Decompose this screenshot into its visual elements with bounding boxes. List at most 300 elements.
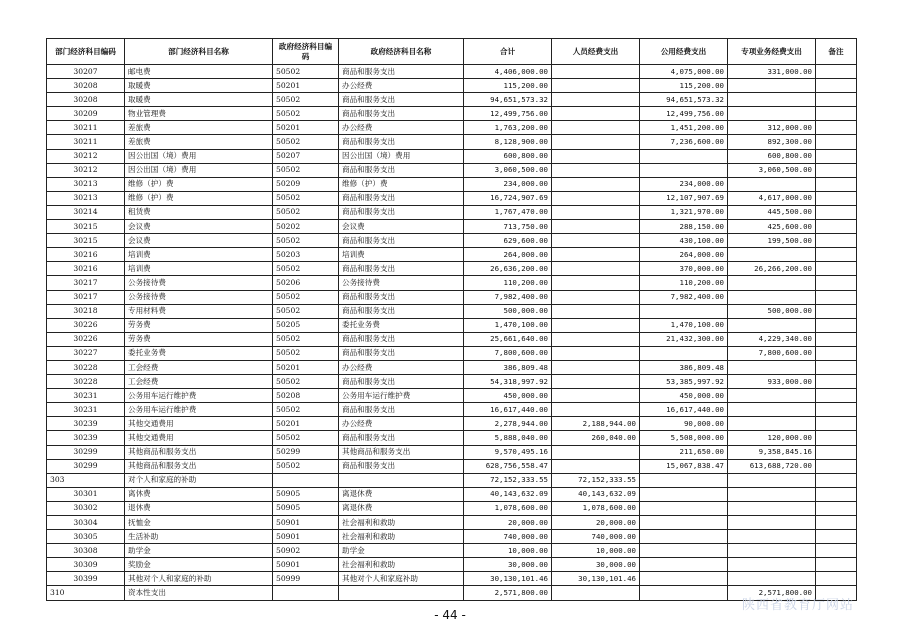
cell-dept-code: 30239 (47, 417, 125, 431)
cell-gov-code: 50207 (273, 149, 339, 163)
cell-special: 7,800,600.00 (728, 346, 816, 360)
cell-public (640, 163, 728, 177)
cell-gov-code: 50901 (273, 530, 339, 544)
cell-total: 3,060,500.00 (464, 163, 552, 177)
cell-special: 600,800.00 (728, 149, 816, 163)
cell-personnel (552, 389, 640, 403)
cell-dept-code: 30216 (47, 248, 125, 262)
cell-dept-code: 30299 (47, 459, 125, 473)
cell-dept-name: 公务用车运行维护费 (125, 389, 273, 403)
cell-dept-code: 30217 (47, 276, 125, 290)
cell-note (816, 107, 857, 121)
cell-special: 892,300.00 (728, 135, 816, 149)
cell-gov-code: 50201 (273, 417, 339, 431)
cell-special: 199,500.00 (728, 234, 816, 248)
cell-total: 629,600.00 (464, 234, 552, 248)
cell-gov-name: 其他对个人和家庭补助 (339, 572, 464, 586)
cell-gov-code: 50209 (273, 177, 339, 191)
cell-note (816, 93, 857, 107)
cell-dept-code: 30215 (47, 220, 125, 234)
table-row (47, 572, 857, 586)
cell-dept-name: 培训费 (125, 262, 273, 276)
cell-dept-name: 维修（护）费 (125, 191, 273, 205)
cell-total: 8,128,900.00 (464, 135, 552, 149)
table-row (47, 375, 857, 389)
cell-gov-code: 50201 (273, 360, 339, 374)
cell-dept-code: 30305 (47, 530, 125, 544)
cell-dept-name: 公务接待费 (125, 276, 273, 290)
cell-gov-code: 50502 (273, 163, 339, 177)
cell-gov-code: 50203 (273, 248, 339, 262)
cell-gov-code (273, 586, 339, 600)
cell-dept-code: 30216 (47, 262, 125, 276)
cell-gov-name: 商品和服务支出 (339, 304, 464, 318)
cell-personnel (552, 375, 640, 389)
cell-special: 2,571,800.00 (728, 586, 816, 600)
cell-public (640, 530, 728, 544)
cell-dept-name: 差旅费 (125, 135, 273, 149)
cell-special (728, 558, 816, 572)
cell-gov-code: 50901 (273, 558, 339, 572)
cell-gov-name: 社会福利和救助 (339, 558, 464, 572)
cell-note (816, 417, 857, 431)
cell-total: 30,130,101.46 (464, 572, 552, 586)
cell-total: 4,406,000.00 (464, 65, 552, 79)
table-row (47, 530, 857, 544)
cell-public (640, 544, 728, 558)
cell-personnel (552, 93, 640, 107)
cell-total: 600,800.00 (464, 149, 552, 163)
cell-public: 15,067,838.47 (640, 459, 728, 473)
cell-gov-name (339, 473, 464, 487)
cell-gov-code: 50905 (273, 487, 339, 501)
cell-special: 4,229,340.00 (728, 332, 816, 346)
cell-note (816, 473, 857, 487)
cell-public: 90,000.00 (640, 417, 728, 431)
cell-public (640, 346, 728, 360)
cell-dept-name: 因公出国（境）费用 (125, 149, 273, 163)
cell-gov-name: 委托业务费 (339, 318, 464, 332)
cell-note (816, 558, 857, 572)
table-row (47, 346, 857, 360)
cell-total: 1,470,100.00 (464, 318, 552, 332)
cell-personnel: 40,143,632.09 (552, 487, 640, 501)
cell-note (816, 375, 857, 389)
cell-personnel (552, 445, 640, 459)
cell-gov-name: 社会福利和救助 (339, 516, 464, 530)
cell-note (816, 220, 857, 234)
header-dept-name: 部门经济科目名称 (125, 39, 273, 65)
cell-special: 331,000.00 (728, 65, 816, 79)
table-row (47, 544, 857, 558)
header-special: 专项业务经费支出 (728, 39, 816, 65)
cell-gov-name: 其他商品和服务支出 (339, 445, 464, 459)
header-dept-code: 部门经济科目编码 (47, 39, 125, 65)
cell-gov-code: 50502 (273, 304, 339, 318)
table-row (47, 445, 857, 459)
cell-dept-code: 30239 (47, 431, 125, 445)
cell-dept-name: 取暖费 (125, 93, 273, 107)
table-row (47, 501, 857, 515)
cell-special: 9,358,845.16 (728, 445, 816, 459)
cell-note (816, 332, 857, 346)
table-row (47, 220, 857, 234)
cell-personnel (552, 107, 640, 121)
cell-personnel (552, 79, 640, 93)
cell-gov-name: 商品和服务支出 (339, 135, 464, 149)
header-public: 公用经费支出 (640, 39, 728, 65)
cell-public: 4,075,000.00 (640, 65, 728, 79)
cell-dept-name: 差旅费 (125, 121, 273, 135)
table-row (47, 558, 857, 572)
cell-personnel (552, 318, 640, 332)
table-row (47, 417, 857, 431)
cell-total: 26,636,200.00 (464, 262, 552, 276)
cell-dept-code: 30299 (47, 445, 125, 459)
table-row (47, 163, 857, 177)
cell-gov-name: 商品和服务支出 (339, 431, 464, 445)
cell-public: 5,508,000.00 (640, 431, 728, 445)
table-row (47, 318, 857, 332)
cell-dept-code: 30228 (47, 360, 125, 374)
cell-special (728, 572, 816, 586)
cell-personnel: 10,000.00 (552, 544, 640, 558)
header-gov-name: 政府经济科目名称 (339, 39, 464, 65)
cell-public: 264,000.00 (640, 248, 728, 262)
cell-gov-name: 商品和服务支出 (339, 346, 464, 360)
cell-dept-code: 310 (47, 586, 125, 600)
cell-dept-name: 公务用车运行维护费 (125, 403, 273, 417)
cell-note (816, 360, 857, 374)
cell-special: 26,266,200.00 (728, 262, 816, 276)
cell-note (816, 530, 857, 544)
table-row (47, 79, 857, 93)
cell-total: 16,724,907.69 (464, 191, 552, 205)
cell-gov-name: 会议费 (339, 220, 464, 234)
cell-note (816, 149, 857, 163)
cell-public: 1,321,970.00 (640, 205, 728, 219)
cell-gov-code: 50502 (273, 135, 339, 149)
cell-dept-code: 30215 (47, 234, 125, 248)
cell-special: 933,000.00 (728, 375, 816, 389)
cell-public: 211,650.00 (640, 445, 728, 459)
cell-note (816, 389, 857, 403)
cell-public: 386,809.48 (640, 360, 728, 374)
cell-total: 10,000.00 (464, 544, 552, 558)
cell-total: 30,000.00 (464, 558, 552, 572)
cell-gov-code: 50502 (273, 375, 339, 389)
cell-gov-name: 离退休费 (339, 487, 464, 501)
cell-gov-name: 公务接待费 (339, 276, 464, 290)
cell-dept-name: 对个人和家庭的补助 (125, 473, 273, 487)
cell-public (640, 516, 728, 530)
cell-dept-name: 其他商品和服务支出 (125, 459, 273, 473)
cell-note (816, 248, 857, 262)
cell-dept-code: 30209 (47, 107, 125, 121)
cell-personnel: 740,000.00 (552, 530, 640, 544)
cell-total: 1,078,600.00 (464, 501, 552, 515)
cell-personnel (552, 262, 640, 276)
cell-dept-code: 30212 (47, 163, 125, 177)
cell-dept-name: 邮电费 (125, 65, 273, 79)
table-row (47, 248, 857, 262)
cell-dept-name: 会议费 (125, 220, 273, 234)
cell-gov-code: 50502 (273, 262, 339, 276)
cell-dept-code: 30231 (47, 403, 125, 417)
table-row (47, 516, 857, 530)
cell-gov-name: 商品和服务支出 (339, 332, 464, 346)
cell-dept-name: 物业管理费 (125, 107, 273, 121)
cell-total: 1,767,470.00 (464, 205, 552, 219)
cell-gov-code: 50502 (273, 431, 339, 445)
table-row (47, 487, 857, 501)
cell-gov-name: 培训费 (339, 248, 464, 262)
cell-gov-code: 50502 (273, 65, 339, 79)
cell-special: 4,617,000.00 (728, 191, 816, 205)
cell-gov-name: 离退休费 (339, 501, 464, 515)
cell-gov-name: 商品和服务支出 (339, 205, 464, 219)
cell-public (640, 558, 728, 572)
cell-gov-code: 50206 (273, 276, 339, 290)
cell-gov-name: 维修（护）费 (339, 177, 464, 191)
cell-dept-name: 其他交通费用 (125, 431, 273, 445)
cell-special: 613,688,720.00 (728, 459, 816, 473)
cell-dept-code: 30308 (47, 544, 125, 558)
cell-gov-name: 社会福利和救助 (339, 530, 464, 544)
cell-total: 40,143,632.09 (464, 487, 552, 501)
cell-public (640, 149, 728, 163)
budget-table (46, 38, 857, 601)
table-row (47, 177, 857, 191)
cell-special (728, 389, 816, 403)
cell-gov-name: 商品和服务支出 (339, 290, 464, 304)
cell-gov-code: 50201 (273, 79, 339, 93)
cell-gov-name: 商品和服务支出 (339, 191, 464, 205)
cell-public: 7,236,600.00 (640, 135, 728, 149)
cell-public: 16,617,440.00 (640, 403, 728, 417)
cell-note (816, 544, 857, 558)
cell-note (816, 65, 857, 79)
cell-personnel (552, 65, 640, 79)
cell-special: 425,600.00 (728, 220, 816, 234)
cell-public: 450,000.00 (640, 389, 728, 403)
cell-dept-code: 30217 (47, 290, 125, 304)
cell-public: 1,470,100.00 (640, 318, 728, 332)
cell-dept-name: 公务接待费 (125, 290, 273, 304)
cell-gov-code: 50502 (273, 332, 339, 346)
cell-personnel (552, 346, 640, 360)
cell-gov-code: 50502 (273, 403, 339, 417)
cell-public: 21,432,300.00 (640, 332, 728, 346)
cell-public: 234,000.00 (640, 177, 728, 191)
cell-gov-name: 办公经费 (339, 121, 464, 135)
cell-note (816, 459, 857, 473)
cell-special (728, 501, 816, 515)
cell-note (816, 262, 857, 276)
cell-total: 54,318,997.92 (464, 375, 552, 389)
cell-dept-code: 30208 (47, 93, 125, 107)
cell-public: 288,150.00 (640, 220, 728, 234)
cell-gov-code: 50502 (273, 346, 339, 360)
cell-special (728, 417, 816, 431)
cell-dept-code: 30226 (47, 332, 125, 346)
cell-gov-name: 商品和服务支出 (339, 375, 464, 389)
cell-gov-name: 商品和服务支出 (339, 163, 464, 177)
cell-total: 713,750.00 (464, 220, 552, 234)
cell-note (816, 163, 857, 177)
table-row (47, 276, 857, 290)
cell-personnel: 2,188,944.00 (552, 417, 640, 431)
cell-gov-code: 50502 (273, 93, 339, 107)
cell-public (640, 304, 728, 318)
cell-special: 500,000.00 (728, 304, 816, 318)
page-number: - 44 - (434, 608, 466, 622)
cell-gov-name (339, 586, 464, 600)
cell-note (816, 205, 857, 219)
cell-personnel: 20,000.00 (552, 516, 640, 530)
cell-special (728, 177, 816, 191)
cell-public: 94,651,573.32 (640, 93, 728, 107)
cell-dept-code: 30302 (47, 501, 125, 515)
cell-dept-code: 30301 (47, 487, 125, 501)
cell-gov-code: 50905 (273, 501, 339, 515)
cell-note (816, 431, 857, 445)
cell-special (728, 318, 816, 332)
cell-special: 120,000.00 (728, 431, 816, 445)
cell-gov-code (273, 473, 339, 487)
table-row (47, 107, 857, 121)
cell-dept-name: 退休费 (125, 501, 273, 515)
cell-special (728, 360, 816, 374)
cell-note (816, 487, 857, 501)
cell-dept-code: 30231 (47, 389, 125, 403)
cell-gov-code: 50202 (273, 220, 339, 234)
cell-gov-code: 50502 (273, 290, 339, 304)
cell-personnel (552, 121, 640, 135)
table-row (47, 93, 857, 107)
cell-total: 7,982,400.00 (464, 290, 552, 304)
cell-gov-code: 50201 (273, 121, 339, 135)
cell-public: 110,200.00 (640, 276, 728, 290)
cell-dept-code: 30211 (47, 135, 125, 149)
cell-dept-code: 30211 (47, 121, 125, 135)
cell-gov-name: 商品和服务支出 (339, 459, 464, 473)
cell-personnel (552, 459, 640, 473)
cell-note (816, 346, 857, 360)
cell-dept-name: 其他商品和服务支出 (125, 445, 273, 459)
cell-personnel (552, 191, 640, 205)
cell-special (728, 403, 816, 417)
cell-special (728, 473, 816, 487)
cell-note (816, 121, 857, 135)
cell-personnel (552, 290, 640, 304)
cell-total: 16,617,440.00 (464, 403, 552, 417)
cell-personnel (552, 360, 640, 374)
cell-gov-code: 50901 (273, 516, 339, 530)
cell-gov-code: 50502 (273, 234, 339, 248)
cell-dept-name: 劳务费 (125, 332, 273, 346)
cell-public (640, 501, 728, 515)
cell-total: 20,000.00 (464, 516, 552, 530)
cell-dept-code: 303 (47, 473, 125, 487)
cell-dept-name: 资本性支出 (125, 586, 273, 600)
cell-total: 115,200.00 (464, 79, 552, 93)
cell-public: 430,100.00 (640, 234, 728, 248)
cell-dept-name: 会议费 (125, 234, 273, 248)
cell-gov-name: 商品和服务支出 (339, 262, 464, 276)
cell-dept-name: 委托业务费 (125, 346, 273, 360)
cell-dept-name: 维修（护）费 (125, 177, 273, 191)
table-row (47, 262, 857, 276)
cell-total: 740,000.00 (464, 530, 552, 544)
cell-gov-name: 办公经费 (339, 417, 464, 431)
table-body (47, 65, 857, 601)
cell-personnel (552, 220, 640, 234)
cell-dept-name: 其他对个人和家庭的补助 (125, 572, 273, 586)
cell-dept-name: 租赁费 (125, 205, 273, 219)
cell-public (640, 586, 728, 600)
cell-note (816, 445, 857, 459)
header-total: 合计 (464, 39, 552, 65)
cell-gov-name: 商品和服务支出 (339, 234, 464, 248)
cell-gov-code: 50902 (273, 544, 339, 558)
cell-personnel: 30,000.00 (552, 558, 640, 572)
cell-total: 110,200.00 (464, 276, 552, 290)
cell-note (816, 403, 857, 417)
cell-dept-name: 工会经费 (125, 360, 273, 374)
cell-special (728, 516, 816, 530)
cell-dept-name: 抚恤金 (125, 516, 273, 530)
cell-gov-name: 商品和服务支出 (339, 93, 464, 107)
cell-dept-code: 30207 (47, 65, 125, 79)
cell-special (728, 276, 816, 290)
cell-dept-name: 取暖费 (125, 79, 273, 93)
table-row (47, 191, 857, 205)
cell-personnel: 72,152,333.55 (552, 473, 640, 487)
cell-personnel (552, 149, 640, 163)
cell-public: 53,385,997.92 (640, 375, 728, 389)
cell-public: 115,200.00 (640, 79, 728, 93)
cell-personnel (552, 248, 640, 262)
table-row (47, 205, 857, 219)
table-row (47, 290, 857, 304)
cell-note (816, 501, 857, 515)
cell-total: 234,000.00 (464, 177, 552, 191)
table-row (47, 304, 857, 318)
cell-dept-code: 30399 (47, 572, 125, 586)
cell-gov-name: 办公经费 (339, 79, 464, 93)
cell-total: 7,800,600.00 (464, 346, 552, 360)
cell-public: 1,451,200.00 (640, 121, 728, 135)
table-row (47, 234, 857, 248)
table-row (47, 403, 857, 417)
header-gov-code: 政府经济科目编码 (273, 39, 339, 65)
cell-gov-name: 商品和服务支出 (339, 403, 464, 417)
cell-dept-code: 30226 (47, 318, 125, 332)
header-note: 备注 (816, 39, 857, 65)
cell-gov-name: 因公出国（境）费用 (339, 149, 464, 163)
cell-dept-name: 培训费 (125, 248, 273, 262)
cell-special (728, 290, 816, 304)
table-row (47, 332, 857, 346)
cell-public (640, 473, 728, 487)
cell-personnel (552, 177, 640, 191)
watermark: 陕西省教育厅网站 (741, 598, 854, 613)
cell-special (728, 107, 816, 121)
cell-dept-name: 奖励金 (125, 558, 273, 572)
cell-gov-name: 公务用车运行维护费 (339, 389, 464, 403)
cell-note (816, 79, 857, 93)
